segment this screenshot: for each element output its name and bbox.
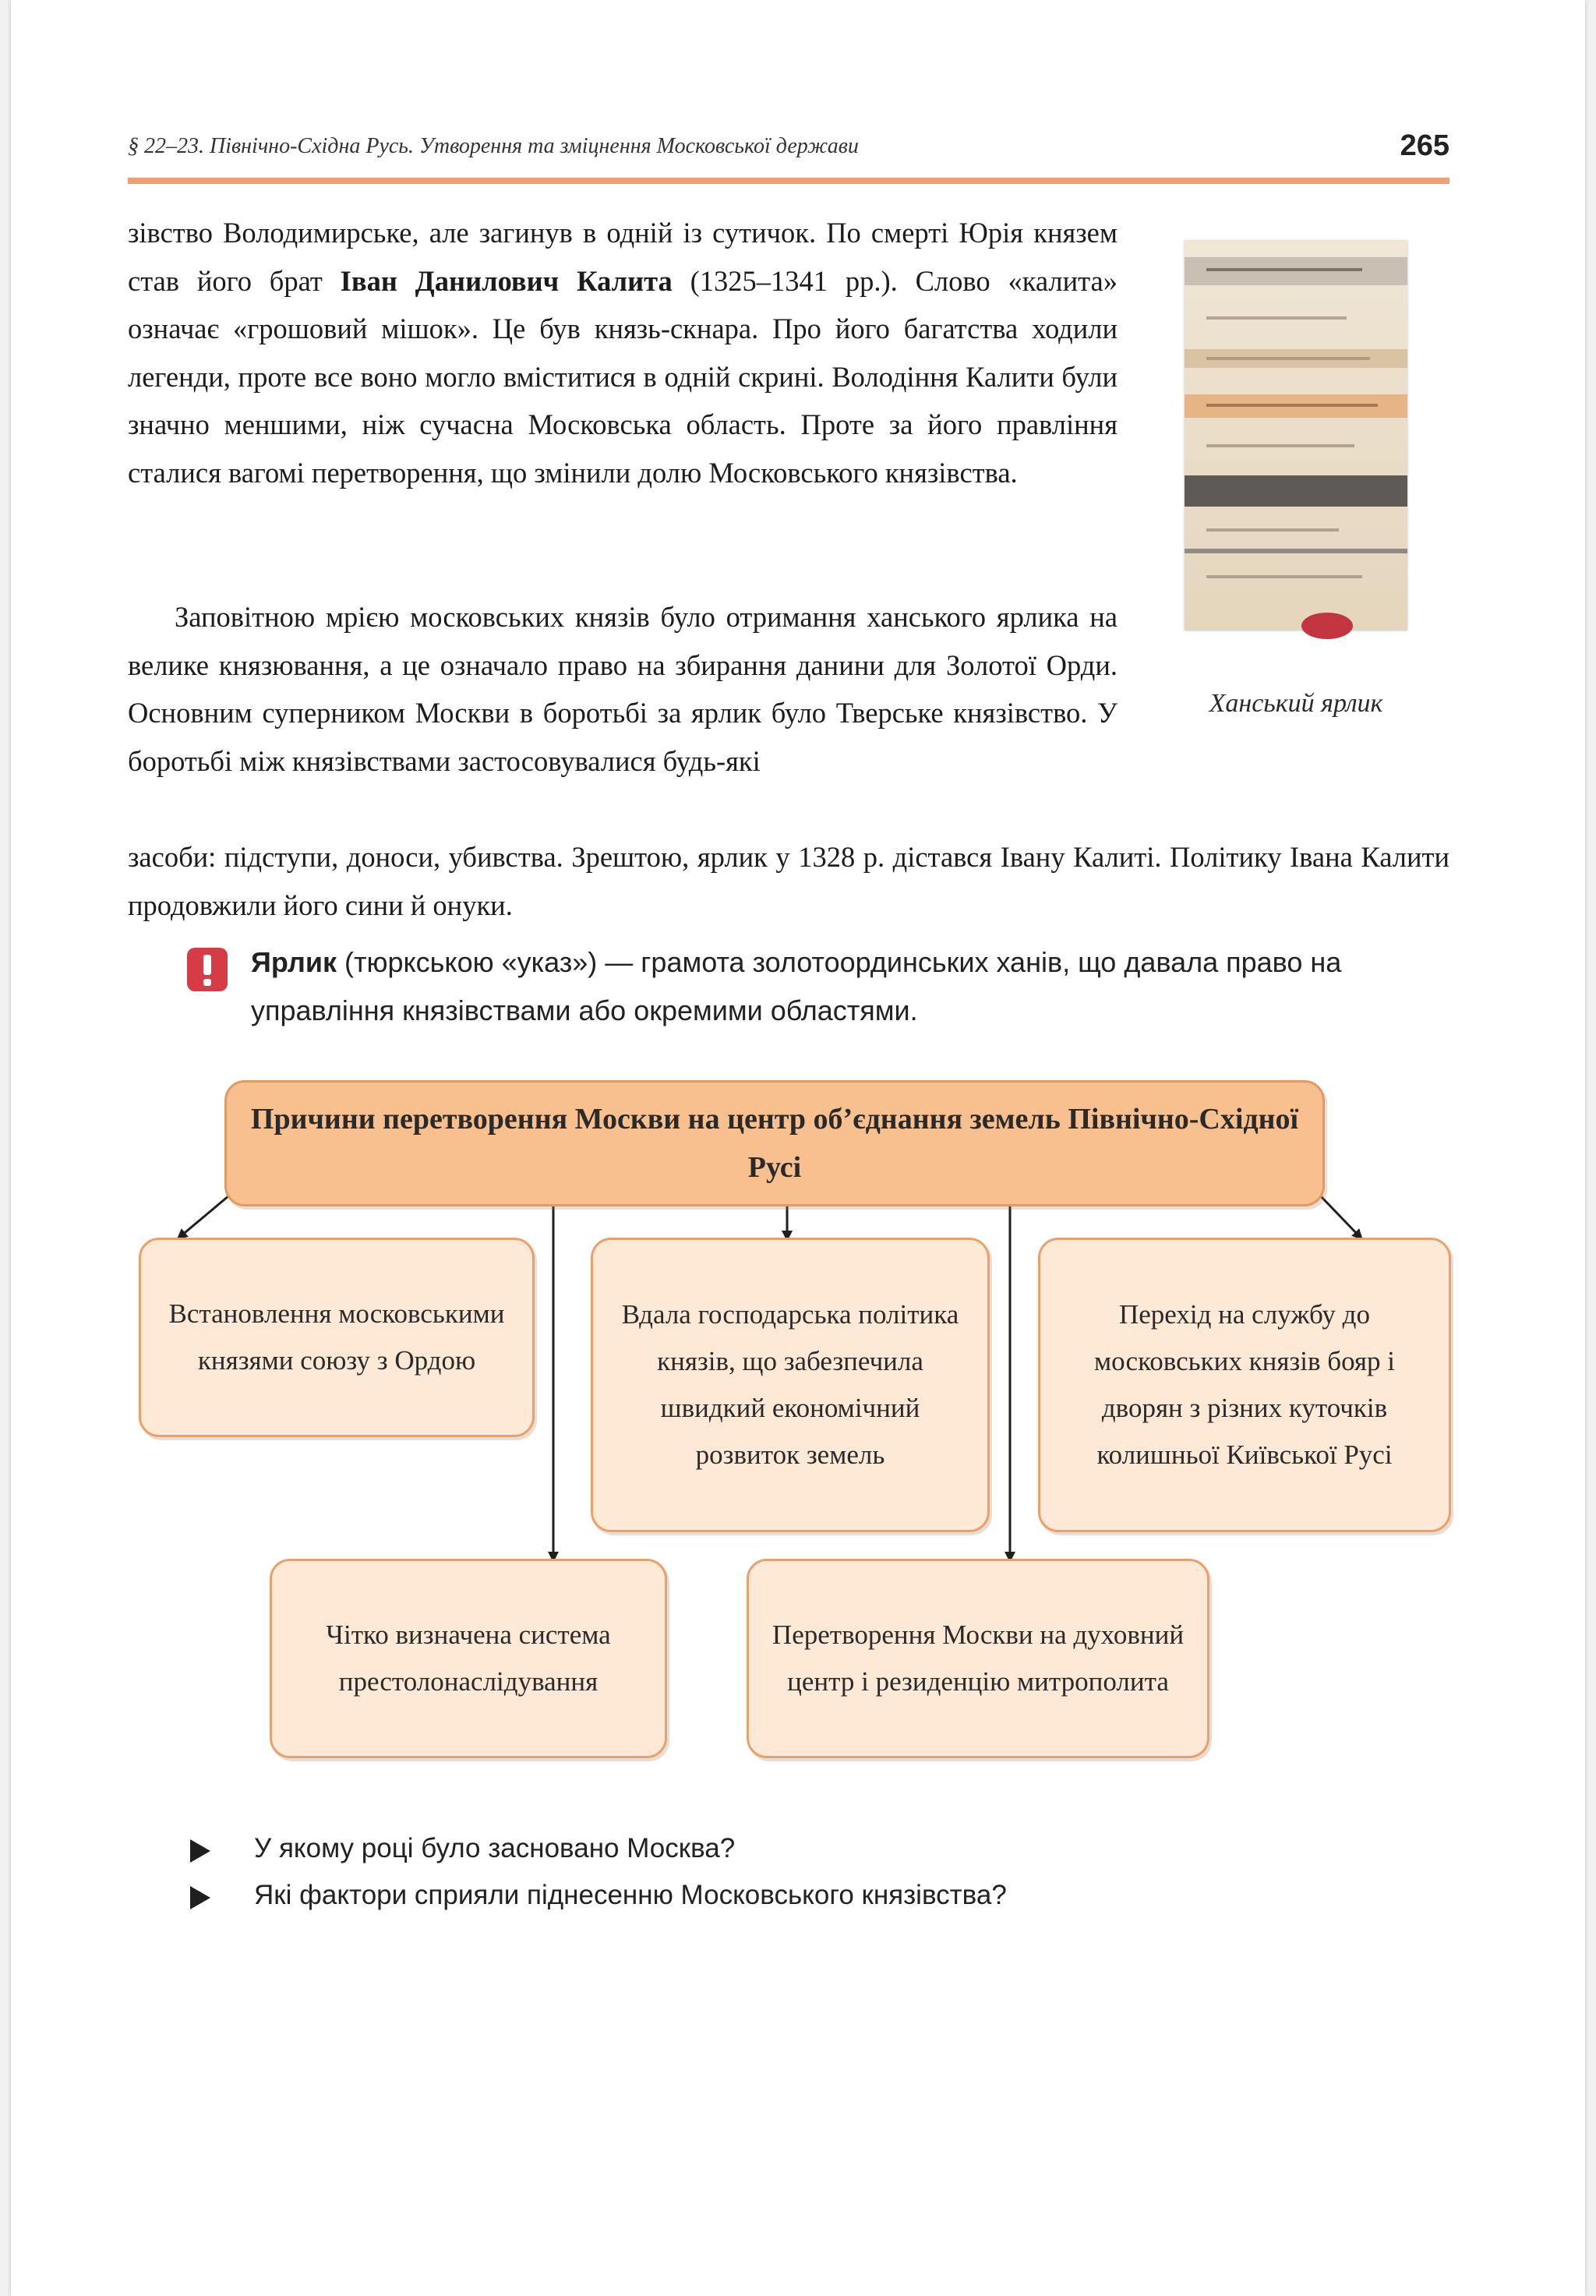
diagram-node-horde-alliance: Встановлення московськими князями союзу з Ордою	[139, 1238, 535, 1437]
page-number: 265	[1400, 129, 1449, 162]
triangle-bullet-icon	[190, 1839, 210, 1863]
diagram-node-boyars-service: Перехід на службу до московських князів бояр і дворян з різних куточків колишньої Київської Русі	[1038, 1238, 1451, 1532]
diagram-node-succession-system: Чітко визначена система престолонаслідування	[270, 1559, 667, 1758]
paragraph-yarlyk-result: засоби: підступи, доноси, убивства. Зрештою, ярлик у 1328 р. дістався Івану Калиті. Політику Івана Калити продовжили його сини й онуки.	[128, 841, 1449, 921]
figure-caption: Ханський ярлик	[1209, 689, 1383, 718]
khan-yarlyk-image	[1167, 224, 1425, 648]
exclamation-icon	[187, 948, 228, 991]
paragraph-kalita-pre: зівство Володимирське, але загинув в одній із сутичок. По смерті Юрія князем став його брат	[128, 217, 1118, 297]
definition-term: Ярлик	[251, 946, 337, 978]
definition-body: (тюркською «указ») — грамота золотоординських ханів, що давала право на управління князівствами або окремими областями.	[251, 946, 1342, 1026]
diagram-root-node: Причини перетворення Москви на центр об’єднання земель Північно-Східної Русі	[224, 1080, 1325, 1206]
name-ivan-kalita: Іван Данилович Калита	[340, 264, 673, 297]
arrow-to-node-3	[1320, 1196, 1359, 1236]
question-text: У якому році було засновано Москва?	[254, 1833, 736, 1863]
yarlyk-scroll	[1185, 240, 1407, 630]
diagram-node-spiritual-center: Перетворення Москви на духовний центр і резиденцію митрополита	[747, 1559, 1209, 1758]
triangle-bullet-icon	[190, 1886, 210, 1909]
paragraph-yarlyk-struggle: Заповітною мрією московських князів було отримання ханського ярлика на велике князювання, а це означало право на збирання данини для Золотої Орди. Основним суперником Москви в боротьбі за ярлик було Тверське князівство. У боротьбі між князівствами застосовувалися будь-які	[128, 601, 1118, 777]
paragraph-kalita-post: (1325–1341 рр.). Слово «калита» означає «грошовий мішок». Це був князь-скнара. Про його багатства ходили легенди, проте все воно могло вміститися в одній скрині. Володіння Калити були значно меншими, ніж сучасна Московська область. Проте за його правління сталися вагомі перетворення, що змінили долю Московського князівства.	[128, 264, 1118, 489]
running-header-title: § 22–23. Північно-Східна Русь. Утворення та зміцнення Московської держави	[128, 134, 859, 158]
arrow-to-node-1	[181, 1196, 229, 1236]
definition-yarlyk	[251, 938, 1449, 1035]
textbook-page	[11, 0, 1585, 2296]
diagram-node-economic-policy: Вдала господарська політика князів, що забезпечила швидкий економічний розвиток земель	[591, 1238, 990, 1532]
paragraph-kalita	[128, 209, 1118, 496]
question-text: Які фактори сприяли піднесенню Московського князівства?	[254, 1880, 1007, 1910]
header-rule	[128, 178, 1449, 184]
red-seal	[1301, 613, 1353, 639]
